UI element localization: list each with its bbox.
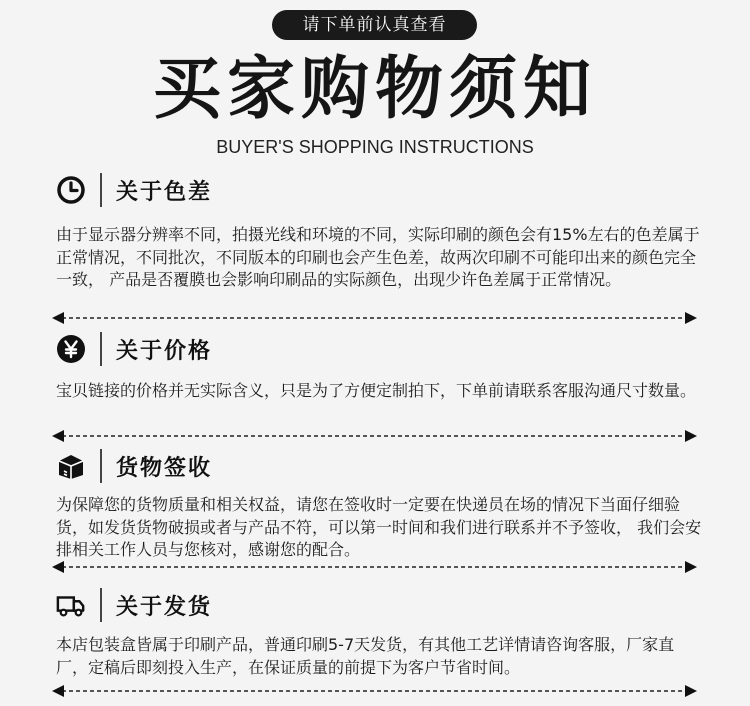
section-separator: [100, 173, 102, 207]
section-heading: 关于色差: [116, 179, 213, 205]
section-text-color-difference: 由于显示器分辨率不同，拍摄光线和环境的不同，实际印刷的颜色会有15%左右的色差属于正常情况，不同批次，不同版本的印刷也会产生色差，故两次印刷不可能印出来的颜色完全一致， 产品是否覆膜也会影响印刷品的实际颜色，出现少许色差属于正常情况。: [56, 225, 700, 289]
arrow-divider: [52, 429, 697, 443]
yen-icon: [56, 334, 86, 364]
arrow-divider: [52, 311, 697, 325]
page-title: 买家购物须知: [152, 50, 597, 129]
section-heading: 关于价格: [116, 338, 213, 364]
section-separator: [100, 588, 102, 622]
section-separator: [100, 449, 102, 483]
arrow-divider: [52, 560, 697, 574]
section-price-header: [56, 331, 212, 367]
page-subtitle: BUYER'S SHOPPING INSTRUCTIONS: [216, 137, 534, 157]
arrow-divider: [52, 684, 697, 698]
section-text-price: 宝贝链接的价格并无实际含义，只是为了方便定制拍下，下单前请联系客服沟通尺寸数量。: [56, 381, 697, 400]
notice-pill: 请下单前认真查看: [272, 10, 477, 40]
section-heading: 关于发货: [116, 594, 213, 620]
truck-icon: [56, 590, 86, 620]
section-receipt-header: [56, 448, 212, 484]
section-separator: [100, 332, 102, 366]
section-heading: 货物签收: [116, 455, 213, 481]
clock-icon: [56, 175, 86, 205]
section-text-shipping: 本店包装盒皆属于印刷产品，普通印刷5-7天发货，有其他工艺详情请咨询客服，厂家直厂，定稿后即刻投入生产，在保证质量的前提下为客户节省时间。: [56, 635, 675, 677]
section-text-receipt: 为保障您的货物质量和相关权益，请您在签收时一定要在快递员在场的情况下当面仔细验货，如发货货物破损或者与产品不符，可以第一时间和我们进行联系并不予签收， 我们会安排相关工作人员与您核对，感谢您的配合。: [56, 495, 702, 559]
section-color-difference-header: [56, 172, 212, 208]
section-shipping-header: [56, 587, 212, 623]
package-icon: [56, 451, 86, 481]
